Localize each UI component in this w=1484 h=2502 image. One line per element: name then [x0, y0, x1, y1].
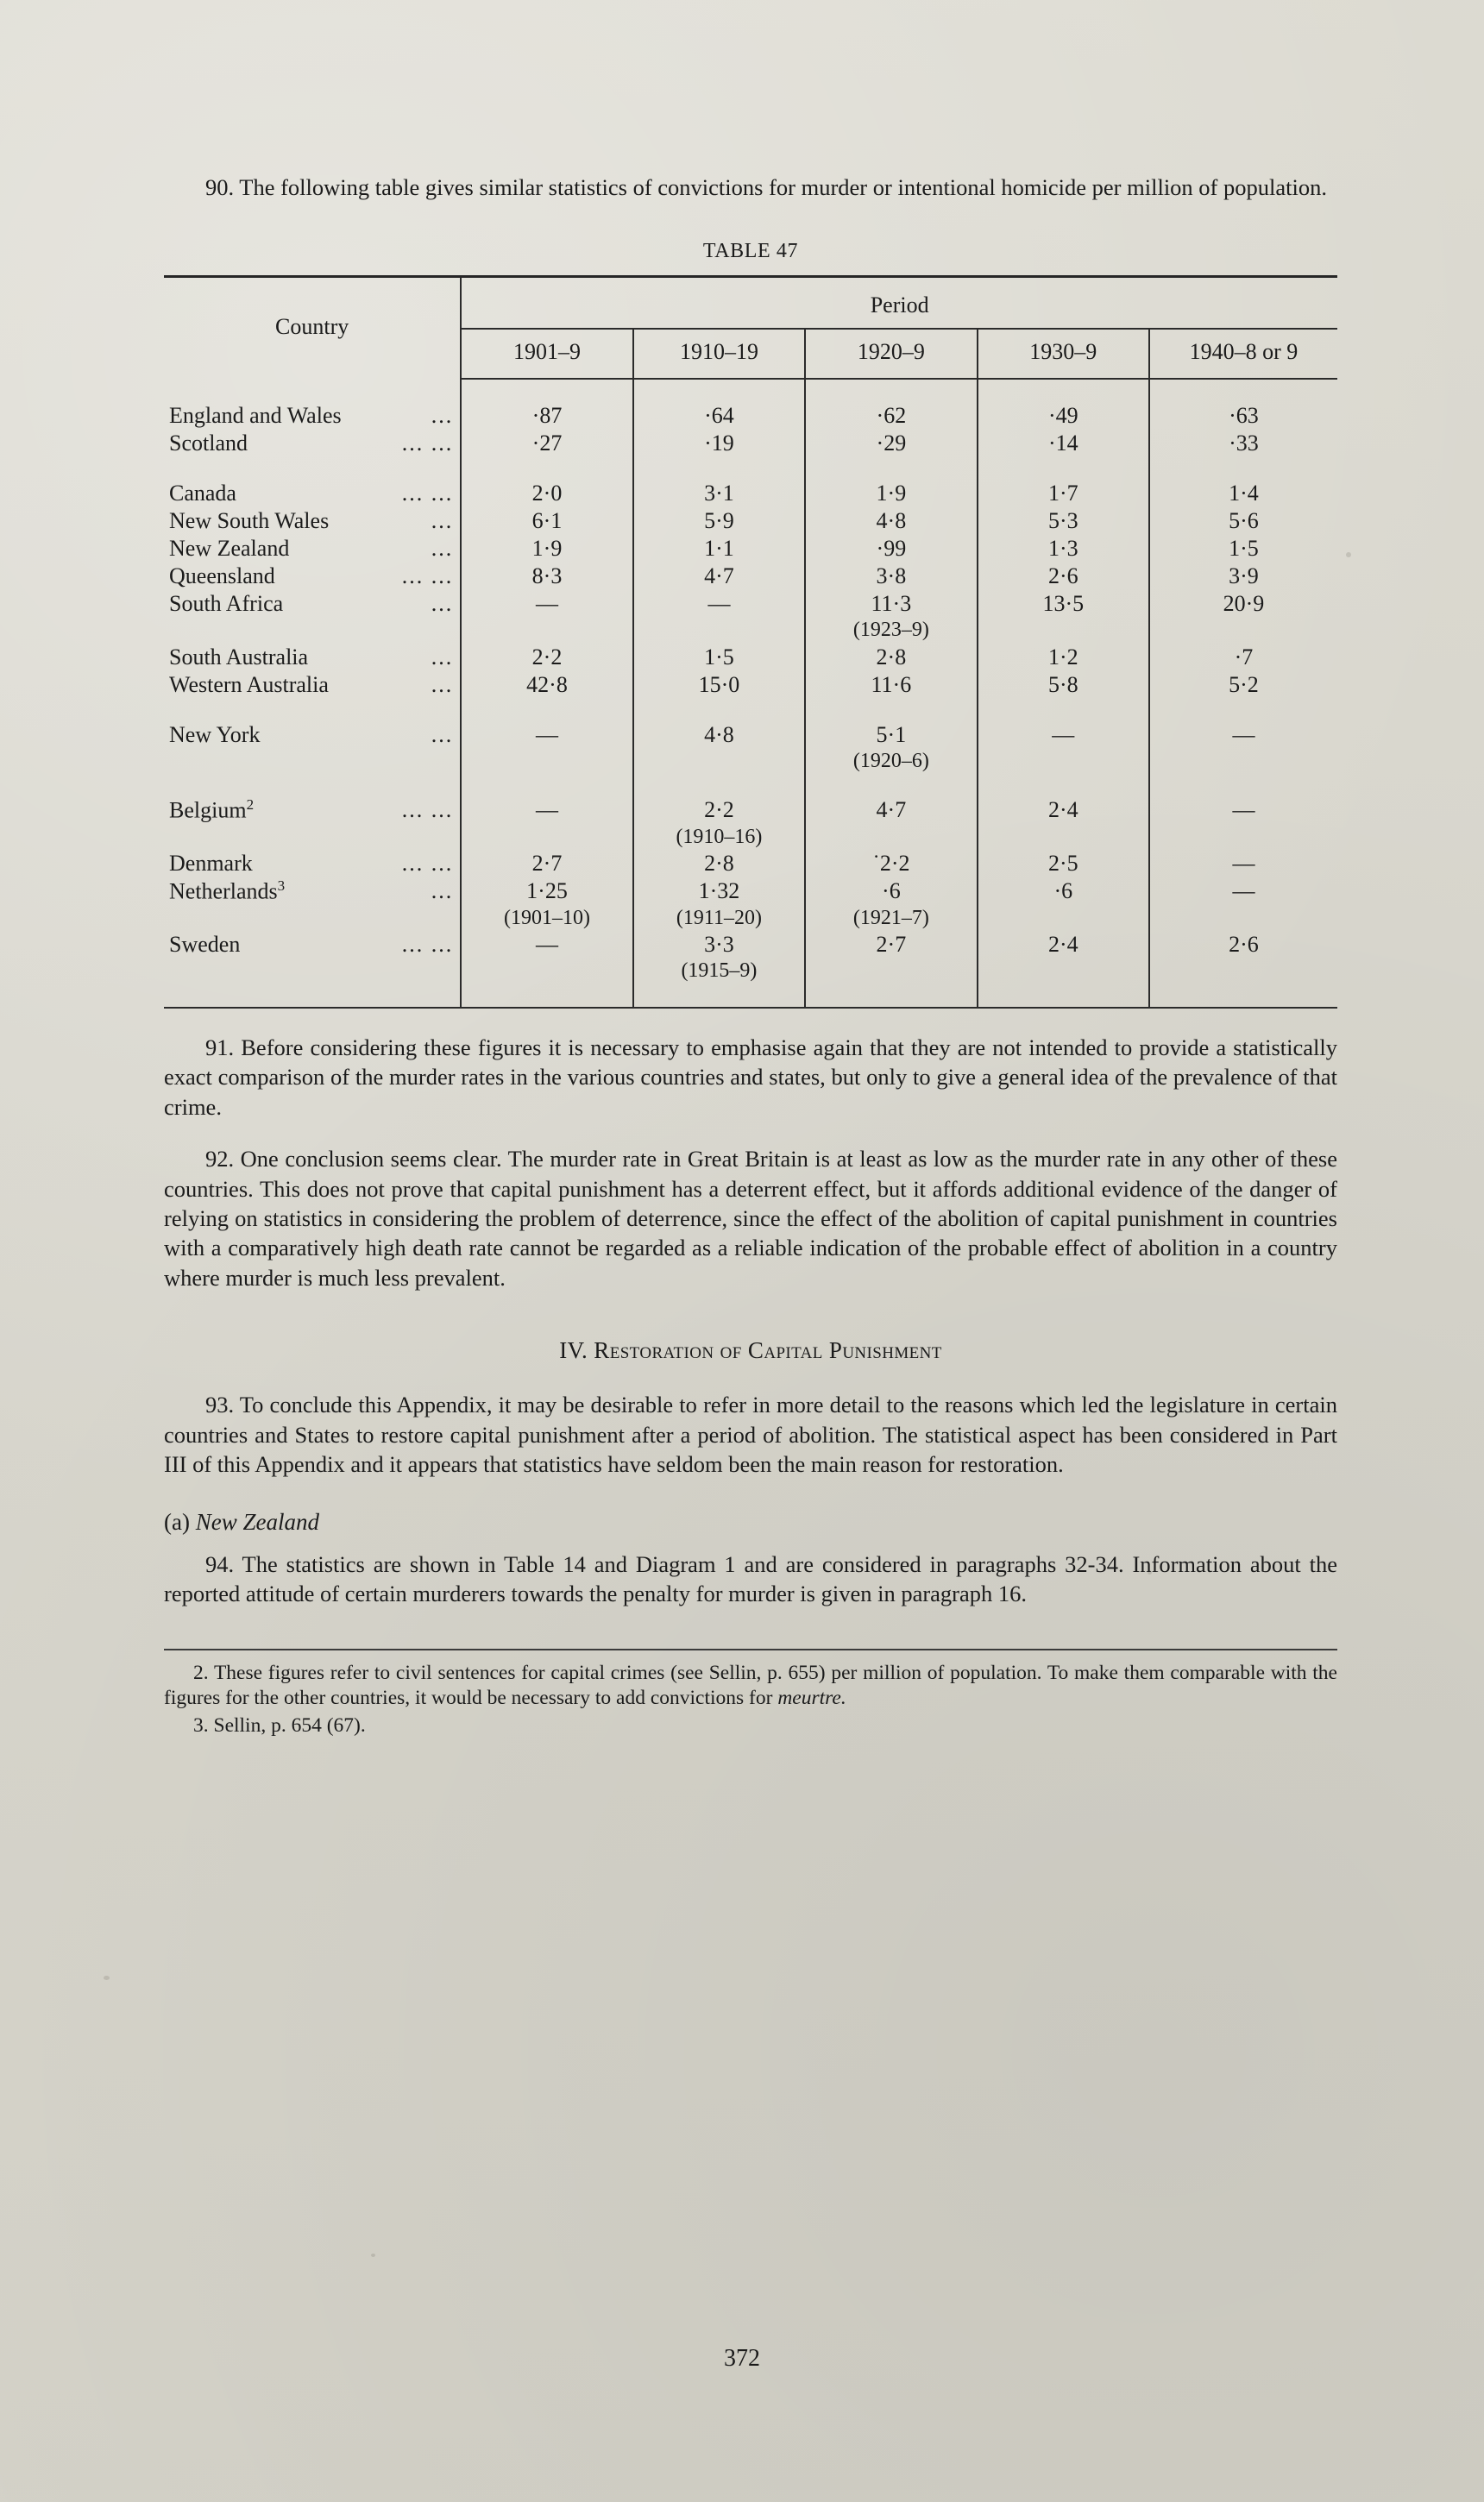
- section-heading: IV. Restoration of Capital Punishment: [559, 1337, 942, 1364]
- table-row: South Africa ... — — 11·3 13·5 20·9: [164, 590, 1337, 618]
- row-label: New Zealand ...: [164, 535, 461, 563]
- paragraph-91: 91. Before considering these figures it is necessary to emphasise again that they are not intended to provide a statistically exact comparison of the murder rates in the various countries and states, but only to give a general idea of the prevalence of that crime.: [164, 1034, 1337, 1120]
- table-row: Canada ... ... 2·0 3·1 1·9 1·7 1·4: [164, 480, 1337, 507]
- table-row: Scotland ... ... ·27 ·19 ·29 ·14 ·33: [164, 430, 1337, 457]
- table-row: New South Wales ... 6·1 5·9 4·8 5·3 5·6: [164, 507, 1337, 535]
- table-row-note: (1915–9): [164, 959, 1337, 984]
- table-row: Denmark ... ... 2·7 2·8 ˙2·2 2·5 —: [164, 850, 1337, 877]
- row-label: Sweden ... ...: [164, 931, 461, 959]
- row-label: Denmark ... ...: [164, 850, 461, 877]
- column-header-1930-9: 1930–9: [978, 329, 1149, 379]
- row-label: South Australia ...: [164, 644, 461, 671]
- footnote-2: 2. These figures refer to civil sentences for capital crimes (see Sellin, p. 655) per million of population. To make them comparable with the figures for the other countries, it would be necessary to add convictions for meurtre.: [164, 1661, 1337, 1710]
- table-row: South Australia ... 2·2 1·5 2·8 1·2 ·7: [164, 644, 1337, 671]
- row-label: Belgium$^2$ ... ...: [164, 796, 461, 825]
- table-row: Queensland ... ... 8·3 4·7 3·8 2·6 3·9: [164, 563, 1337, 590]
- subheading-a: (a) New Zealand: [164, 1508, 319, 1535]
- table-row: England and Wales ... ·87 ·64 ·62 ·49 ·63: [164, 402, 1337, 430]
- footnote-3: 3. Sellin, p. 654 (67).: [193, 1713, 366, 1737]
- footnotes: [164, 1661, 1337, 1739]
- paragraph-92: 92. One conclusion seems clear. The murder rate in Great Britain is at least as low as the murder rate in any other of these countries. This does not prove that capital punishment has a deterrent effect, but it affords additional evidence of the danger of relying on statistics in considering the problem of deterrence, since the effect of the abolition of capital punishment in countries with a comparatively high death rate cannot be regarded as a reliable indication of the probable effect of abolition in a country where murder is much less prevalent.: [164, 1146, 1337, 1291]
- row-label: New York ...: [164, 721, 461, 749]
- table-row-note: (1920–6): [164, 749, 1337, 775]
- row-label: Canada ... ...: [164, 480, 461, 507]
- row-label: Netherlands$^3$ ...: [164, 877, 461, 906]
- table-row: Sweden ... ... — 3·3 2·7 2·4 2·6: [164, 931, 1337, 959]
- page-content: [164, 173, 1337, 1740]
- paragraph-93: 93. To conclude this Appendix, it may be desirable to refer in more detail to the reasons which led the legislature in certain countries and States to restore capital punishment after a period of abolition. The statistical aspect has been considered in Part III of this Appendix and it appears that statistics have seldom been the main reason for restoration.: [164, 1392, 1337, 1478]
- row-label: Queensland ... ...: [164, 563, 461, 590]
- row-label: Western Australia ...: [164, 671, 461, 699]
- row-label: England and Wales ...: [164, 402, 461, 430]
- row-label: South Africa ...: [164, 590, 461, 618]
- table-row: Belgium$^2$ ... ... — 2·2 4·7 2·4 —: [164, 796, 1337, 825]
- header-period: Period: [870, 292, 929, 318]
- table-47: [164, 275, 1337, 1013]
- table-row-note: (1910–16): [164, 825, 1337, 851]
- page-number: 372: [724, 2345, 760, 2372]
- footnote-divider: [164, 1649, 1337, 1650]
- table-row: Netherlands$^3$ ... 1·25 1·32 ·6 ·6 —: [164, 877, 1337, 906]
- header-country: Country: [164, 278, 461, 379]
- row-label: Scotland ... ...: [164, 430, 461, 457]
- table-title: TABLE 47: [702, 240, 799, 263]
- row-label: New South Wales ...: [164, 507, 461, 535]
- column-header-1920-9: 1920–9: [805, 329, 977, 379]
- table-row: New Zealand ... 1·9 1·1 ·99 1·3 1·5: [164, 535, 1337, 563]
- table-row-note: (1901–10) (1911–20) (1921–7): [164, 906, 1337, 932]
- table-row-note: (1923–9): [164, 618, 1337, 644]
- table-row: Western Australia ... 42·8 15·0 11·6 5·8 5·2: [164, 671, 1337, 699]
- paragraph-94: 94. The statistics are shown in Table 14 and Diagram 1 and are considered in paragraphs 32-34. Information about the reported attitude of certain murderers towards the penalty for murder is given in paragraph 16.: [164, 1550, 1337, 1607]
- column-header-1910-19: 1910–19: [633, 329, 805, 379]
- table-row: New York ... — 4·8 5·1 — —: [164, 721, 1337, 749]
- column-header-1901-9: 1901–9: [461, 329, 632, 379]
- paragraph-90: 90. The following table gives similar statistics of convictions for murder or intentional homicide per million of population.: [205, 174, 1327, 200]
- table-header-row: [164, 278, 1337, 329]
- column-header-1940-8: 1940–8 or 9: [1149, 329, 1337, 379]
